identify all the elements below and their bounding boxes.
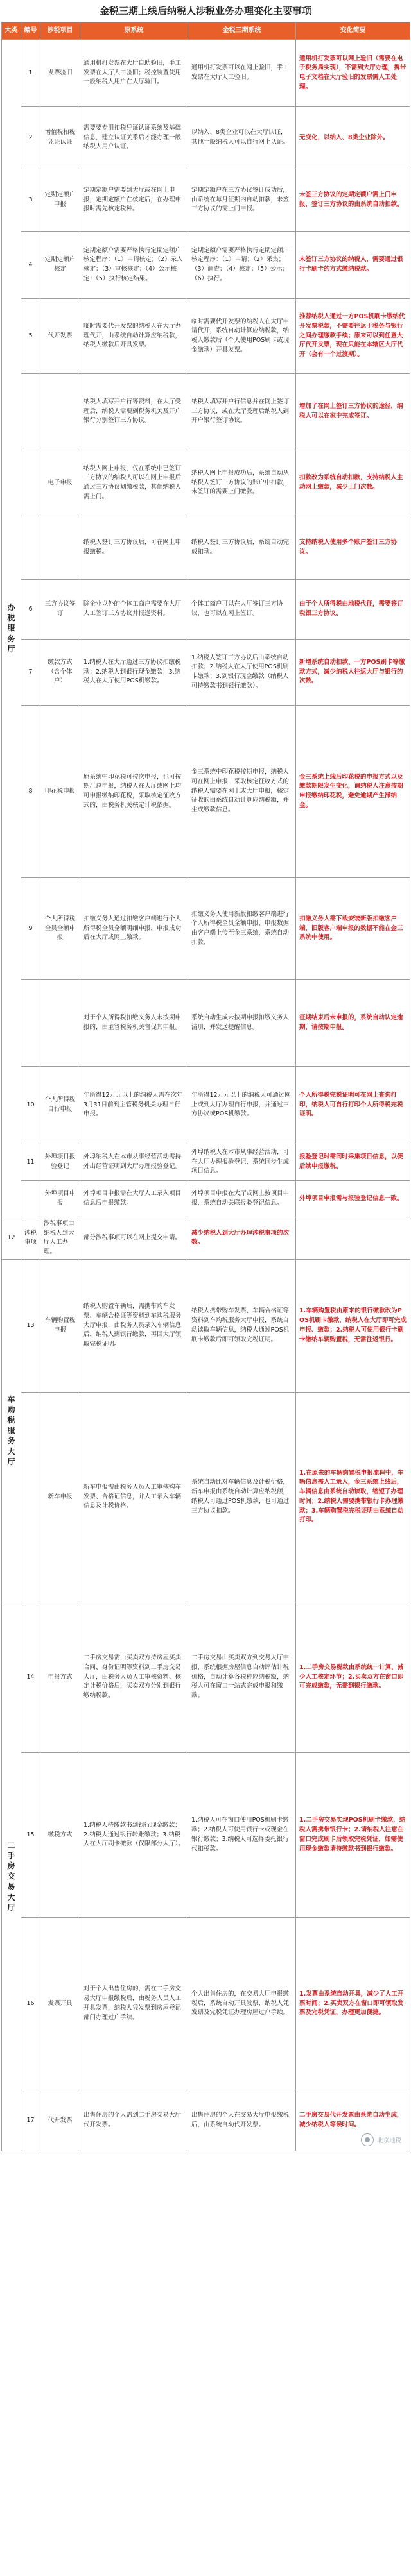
change-summary-cell: 推荐纳税人通过一方POS机刷卡缴纳代开发票税款，不需要往返于税务与银行之间办理缴款手续；原来可以到任意大厅代开发票，现在只能在本辖区大厅代开（会有一个过渡期）。 [296, 299, 410, 374]
old-system-cell: 扣缴义务人通过扣缴客户端进行个人所得税全员全额明细申报，申报成功后在大厅或网上缴款。 [80, 878, 188, 980]
change-summary-cell: 二手房交易代开发票由系统自动生成，减少纳税人等候时间。 [296, 2090, 410, 2151]
table-row [2, 1917, 410, 2090]
new-system-cell: 部分涉税事项可以在网上提交申请。 [80, 1217, 188, 1260]
new-system-cell: 系统自动比对车辆信息及计税价格，新车申报由系统自动计算应纳税额，纳税人可通过POS机缴款，也可通过三方协议扣款。 [188, 1392, 296, 1602]
row-number: 1 [21, 40, 40, 107]
table-row [2, 1181, 410, 1217]
table-row [2, 1259, 410, 1392]
old-system-cell: 纳税人签订三方协议后，可在网上申报缴税。 [80, 516, 188, 580]
new-system-cell: 临时需要代开发票的纳税人在大厅申请代开，系统自动计算应纳税款，纳税人缴款后（个人使用POS刷卡或现金缴款）开具发票。 [188, 299, 296, 374]
old-system-cell: 定期定额户需要到大厅或在网上申报，定期定额户在核定后，在办理申报时需先核定税种。 [80, 169, 188, 232]
change-summary-cell: 支持纳税人使用多个账户签订三方协议。 [296, 516, 410, 580]
row-number: 10 [21, 1067, 40, 1144]
table-row [2, 299, 410, 374]
new-system-cell: 外埠项目申报在大厅或网上按项目申报，系统自动关联报验登记信息。 [188, 1181, 296, 1217]
category-label: 办税服务厅 [7, 603, 15, 654]
row-number [21, 1392, 40, 1602]
col-header-new-system: 金税三期系统 [188, 22, 296, 40]
table-row [2, 1217, 410, 1260]
row-number: 12 [2, 1217, 21, 1260]
new-system-cell: 二手房交易由买卖双方到交易大厅申报，系统根据房屋信息自动评估计税价格，自动计算各税种应纳税额，纳税人可在窗口一站式完成申报和缴款。 [188, 1602, 296, 1752]
item-cell: 印花税申报 [40, 706, 80, 878]
row-number [21, 1181, 40, 1217]
item-cell: 代开发票 [40, 299, 80, 374]
change-summary-cell: 外埠项目申报需与报验登记信息一致。 [296, 1181, 410, 1217]
item-cell: 外埠项目报验登记 [40, 1144, 80, 1181]
old-system-cell: 1.纳税人持缴款书到银行现金缴款；2.纳税人通过银行转账缴款；3.纳税人在大厅刷卡缴款（仅限部分大厅）。 [80, 1752, 188, 1917]
table-container [1, 22, 410, 2151]
change-summary-cell: 未签三方协议的定期定额户需上门申报，签订三方协议的由系统自动扣款。 [296, 169, 410, 232]
change-summary-cell: 征期结束后未申报的，系统自动认定逾期，请按期申报。 [296, 980, 410, 1067]
new-system-cell: 个人出售住房的，在交易大厅申报缴税后，系统自动开具发票，纳税人凭发票及完税凭证办理房屋过户手续。 [188, 1917, 296, 2090]
old-system-cell: 临时需要代开发票的纳税人在大厅办理代开，由系统自动计算应纳税款，纳税人缴款后开具发票。 [80, 299, 188, 374]
old-system-cell: 年所得12万元以上的纳税人需在次年3月31日前到主管税务机关办理自行申报。 [80, 1067, 188, 1144]
watermark-logo-icon [361, 2133, 374, 2146]
change-summary-cell: 1.在原来的车辆购置税申报流程中，车辆信息需人工录入，金三系统上线后，车辆信息由系统自动读取，缩短了办理时间；2.纳税人需要携带银行卡办理缴款；3.车辆购置税完税证明由系统自动打印。 [296, 1392, 410, 1602]
change-summary-cell: 1.二手房交易实现POS机刷卡缴款，纳税人需携带银行卡；2.请纳税人注意在窗口完成刷卡后领取完税凭证，如需使用现金缴款请持缴款书到银行缴款。 [296, 1752, 410, 1917]
old-system-cell: 新车申报需由税务人员人工审核购车发票、合格证信息，并人工录入车辆信息及计税价格。 [80, 1392, 188, 1602]
row-number: 2 [21, 107, 40, 169]
item-cell: 缴款方式（含个体户） [40, 640, 80, 706]
new-system-cell: 纳税人填写开户行信息并在网上签订三方协议，或在大厅受理后纳税人到开户银行签订协议。 [188, 374, 296, 450]
table-row [2, 107, 410, 169]
change-summary-cell: 未签订三方协议的纳税人，需要通过银行卡刷卡的方式缴纳税款。 [296, 232, 410, 299]
row-number: 15 [21, 1752, 40, 1917]
table-row [2, 2090, 410, 2151]
row-number: 4 [21, 232, 40, 299]
table-row [2, 169, 410, 232]
table-row [2, 374, 410, 450]
changes-table [1, 22, 410, 2151]
col-header-change: 变化简要 [296, 22, 410, 40]
old-system-cell: 通用机打发票在大厅自助验旧，手工发票在大厅人工验旧；税控装置使用一般纳税人用户在大厅验旧。 [80, 40, 188, 107]
old-system-cell: 需要要专用扣税凭证认证系统及基础信息，建立认证关系后才能办理一般纳税人用户认证。 [80, 107, 188, 169]
item-cell [40, 374, 80, 450]
old-system-cell: 纳税人网上申报，仅在系统中已签订三方协议的纳税人可以在网上申报后通过三方协议划缴税款，其他纳税人需上门。 [80, 450, 188, 516]
change-summary-cell: 扣缴义务人需下载安装新版扣缴客户端，旧版客户端申报的数据不能在金三系统中使用。 [296, 878, 410, 980]
item-cell: 个人所得税全员全额申报 [40, 878, 80, 980]
item-cell: 缴税方式 [40, 1752, 80, 1917]
change-summary-cell: 通用机打发票可以网上验旧（需要在电子税务局实现），不需到大厅办理，携带电子文档在大厅验旧的发票需人工处理。 [296, 40, 410, 107]
new-system-cell: 个体工商户可以在大厅签订三方协议，也可以在网上签订。 [188, 580, 296, 640]
change-summary-cell: 增加了在网上签订三方协议的途径，纳税人可以在家中完成签订。 [296, 374, 410, 450]
row-number: 8 [21, 706, 40, 878]
table-row [2, 1392, 410, 1602]
category-label: 二手房交易大厅 [7, 1840, 15, 1912]
old-system-cell: 外埠项目申报需在大厅人工录入项目信息后申报缴款。 [80, 1181, 188, 1217]
new-system-cell: 纳税人签订三方协议后，系统自动完成扣款。 [188, 516, 296, 580]
item-cell: 车辆购置税申报 [40, 1259, 80, 1392]
new-system-cell: 定期定额户在三方协议签订成功后，由系统在每月征期内自动扣款，未签三方协议的需上门申报。 [188, 169, 296, 232]
item-cell: 电子申报 [40, 450, 80, 516]
change-summary-cell: 新增系统自动扣款、一方POS刷卡等缴款方式，减少纳税人往返大厅与银行的次数。 [296, 640, 410, 706]
new-system-cell: 纳税人携带购车发票、车辆合格证等资料到车购税服务大厅申报，系统自动读取车辆信息，纳税人通过POS机刷卡缴款后即可领取完税证明。 [188, 1259, 296, 1392]
table-row [2, 580, 410, 640]
row-number: 17 [21, 2090, 40, 2151]
category-label: 车购税服务大厅 [7, 1394, 15, 1466]
table-row [2, 1144, 410, 1181]
row-number: 11 [21, 1144, 40, 1181]
table-row [2, 640, 410, 706]
row-number: 5 [21, 299, 40, 374]
change-summary-cell: 报验登记时需同时采集项目信息，以便后续申报缴税。 [296, 1144, 410, 1181]
col-header-category: 大类 [2, 22, 21, 40]
row-number [21, 980, 40, 1067]
old-system-cell: 除企业以外的个体工商户需要在大厅人工签订三方协议并报送资料。 [80, 580, 188, 640]
old-system-cell: 纳税人填写开户行等资料，在大厅受理后，纳税人需要到税务机关及开户银行分别签订三方协议。 [80, 374, 188, 450]
new-system-cell: 定期定额户需要严格执行定期定额户核定程序：（1）申请；（2）采集；（3）调查；（4）核定；（5）公示；（6）执行。 [188, 232, 296, 299]
row-number: 16 [21, 1917, 40, 2090]
old-system-cell: 涉税事项由纳税人到大厅人工办理。 [40, 1217, 80, 1260]
new-system-cell: 年所得12万元以上的纳税人可通过网上或到大厅办理自行申报，并通过三方协议或POS机缴款。 [188, 1067, 296, 1144]
item-cell: 外埠项目申报 [40, 1181, 80, 1217]
new-system-cell: 外埠纳税人在本市从事经营活动，可在大厅办理报验登记，系统同步生成项目信息。 [188, 1144, 296, 1181]
table-row [2, 878, 410, 980]
row-number: 14 [21, 1602, 40, 1752]
old-system-cell: 对于个人所得税扣缴义务人未按期申报的，由主管税务机关督促其申报。 [80, 980, 188, 1067]
item-cell [40, 980, 80, 1067]
change-summary-cell: 1.车辆购置税由原来的银行缴款改为POS机刷卡缴款，纳税人在大厅即可完成申报、缴款；2.纳税人可使用银行卡刷卡缴纳车辆购置税，无需往返银行。 [296, 1259, 410, 1392]
table-row [2, 450, 410, 516]
old-system-cell: 1.纳税人在大厅通过三方协议扣缴税款；2.纳税人到银行现金缴款；3.纳税人在大厅使用POS机缴款。 [80, 640, 188, 706]
change-summary-cell: 1.二手房交易税款由系统统一计算，减少人工核定环节；2.买卖双方在窗口即可完成缴款，无需到银行缴款。 [296, 1602, 410, 1752]
old-system-cell: 原系统中印花税可按次申报，也可按期汇总申报，纳税人在大厅或网上均可申报缴纳印花税，采取核定征收方式的，由税务机关核定计税依据。 [80, 706, 188, 878]
table-header-row [2, 22, 410, 40]
new-system-cell: 扣缴义务人使用新版扣缴客户端进行个人所得税全员全额申报，申报数据由客户端上传至金三系统，系统自动扣款。 [188, 878, 296, 980]
table-row [2, 40, 410, 107]
col-header-number: 编号 [21, 22, 40, 40]
watermark-text: 北京地税 [376, 2137, 401, 2144]
item-cell: 三方协议签订 [40, 580, 80, 640]
category-cell [2, 1602, 21, 2151]
change-summary-cell: 个人所得税完税证明可在网上查询打印，纳税人可自行打印个人所得税完税证明。 [296, 1067, 410, 1144]
page-title: 金税三期上线后纳税人涉税业务办理变化主要事项 [99, 5, 311, 17]
table-row [2, 1602, 410, 1752]
table-row [2, 706, 410, 878]
old-system-cell: 二手房交易需由买卖双方持房屋买卖合同、身份证明等资料到二手房交易大厅，由税务人员人工审核资料、核定计税价格后，买卖双方分别到银行缴纳税款。 [80, 1602, 188, 1752]
table-row [2, 516, 410, 580]
row-number: 13 [21, 1259, 40, 1392]
new-system-cell: 1.纳税人签订三方协议后由系统自动扣款；2.纳税人在大厅使用POS机刷卡缴款；3.到银行现金缴款（纳税人可持缴款书到银行缴款）。 [188, 640, 296, 706]
old-system-cell: 纳税人购置车辆后，需携带购车发票、车辆合格证等资料到车购税服务大厅申报，由税务人员录入车辆信息后，纳税人到银行缴款，再回大厅领取完税证明。 [80, 1259, 188, 1392]
col-header-item: 涉税项目 [40, 22, 80, 40]
row-number [21, 374, 40, 450]
item-cell: 新车申报 [40, 1392, 80, 1602]
change-summary-cell: 减少纳税人到大厅办理涉税事项的次数。 [188, 1217, 296, 1260]
table-row [2, 1752, 410, 1917]
item-cell: 定期定额户核定 [40, 232, 80, 299]
row-number: 3 [21, 169, 40, 232]
old-system-cell: 外埠纳税人在本市从事经营活动需持外出经营证明到大厅办理报验登记。 [80, 1144, 188, 1181]
old-system-cell: 定期定额户需要严格执行定期定额户核定程序：（1）申请核定；（2）录入核定；（3）审核核定；（4）公示核定；（5）执行核定结果。 [80, 232, 188, 299]
table-row [2, 980, 410, 1067]
old-system-cell: 对于个人出售住房的，需在二手房交易大厅申报缴税后，由税务人员人工开具发票，纳税人凭发票到房屋登记部门办理过户手续。 [80, 1917, 188, 2090]
col-header-old-system: 原系统 [80, 22, 188, 40]
item-cell: 个人所得税自行申报 [40, 1067, 80, 1144]
item-cell: 申报方式 [40, 1602, 80, 1752]
watermark [359, 2132, 405, 2148]
new-system-cell: 出售住房的个人在交易大厅申报缴税后，由系统自动代开发票。 [188, 2090, 296, 2151]
row-number: 7 [21, 640, 40, 706]
change-summary-cell: 无变化，以纳入、8类企业除外。 [296, 107, 410, 169]
item-cell: 涉税事项 [21, 1217, 40, 1260]
change-summary-cell: 扣款改为系统自动扣款，支持纳税人主动网上缴款，减少上门次数。 [296, 450, 410, 516]
old-system-cell: 出售住房的个人需到二手房交易大厅代开发票。 [80, 2090, 188, 2151]
new-system-cell: 通用机打发票可以在网上验旧，手工发票在大厅人工验旧。 [188, 40, 296, 107]
row-number: 6 [21, 580, 40, 640]
new-system-cell: 纳税人网上申报成功后，系统自动从纳税人签订三方协议的账户中扣款，未签订的需要上门缴款。 [188, 450, 296, 516]
new-system-cell: 以纳入、8类企业可以在大厅认证，其他一般纳税人可以自行网上认证。 [188, 107, 296, 169]
change-summary-cell: 由于个人所得税由地税代征，需要签订税银三方协议。 [296, 580, 410, 640]
new-system-cell: 系统自动生成未按期申报扣缴义务人清册，并发送提醒信息。 [188, 980, 296, 1067]
category-cell [2, 40, 21, 1217]
item-cell: 增值税扣税凭证认证 [40, 107, 80, 169]
row-number [21, 450, 40, 516]
item-cell: 定期定额户申报 [40, 169, 80, 232]
item-cell: 发票开具 [40, 1917, 80, 2090]
category-cell [2, 1259, 21, 1602]
change-summary-cell: 金三系统上线后印花税的申报方式以及缴款期限发生变化，请纳税人注意按期申报缴纳印花税，避免逾期产生滞纳金。 [296, 706, 410, 878]
table-row [2, 232, 410, 299]
row-number [21, 516, 40, 580]
item-cell: 发票验旧 [40, 40, 80, 107]
item-cell: 代开发票 [40, 2090, 80, 2151]
item-cell [40, 516, 80, 580]
new-system-cell: 1.纳税人可在窗口使用POS机刷卡缴款；2.纳税人可使用银行卡或现金在银行缴款；3.纳税人可选择委托银行代扣税款。 [188, 1752, 296, 1917]
row-number: 9 [21, 878, 40, 980]
change-summary-cell: 1.发票由系统自动开具，减少了人工开票时间；2.买卖双方在窗口即可领取发票及完税凭证，办理更加便捷。 [296, 1917, 410, 2090]
new-system-cell: 金三系统中印花税按期申报，纳税人可在网上申报，采取核定征收方式的纳税人需要在网上或大厅申报，核定征收的由系统自动计算应纳税额，并生成缴款信息。 [188, 706, 296, 878]
table-row [2, 1067, 410, 1144]
